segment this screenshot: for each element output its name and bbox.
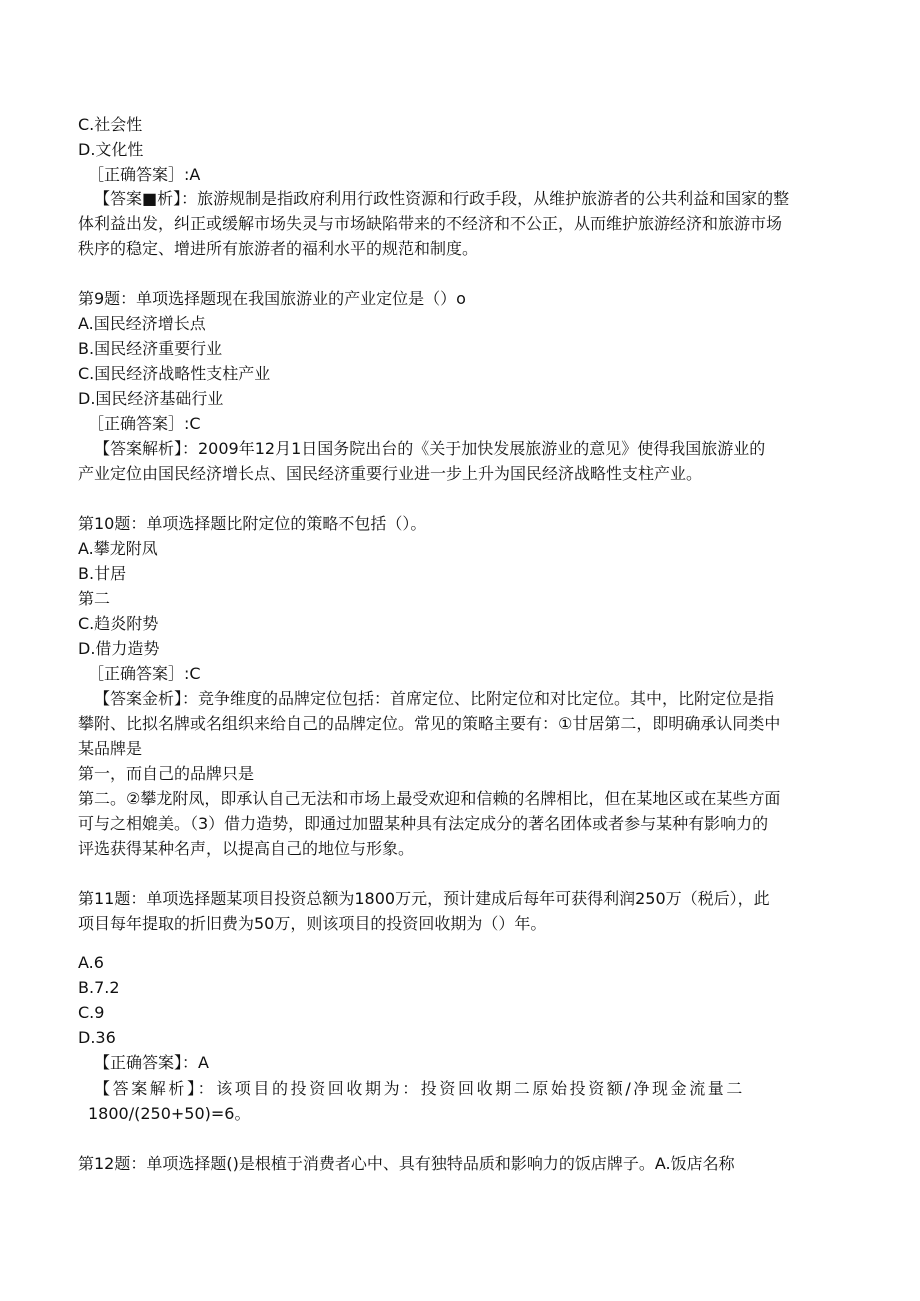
q8-answer: ［正确答案］:A bbox=[88, 165, 201, 184]
q9-analysis-line-2: 产业定位由国民经济增长点、国民经济重要行业进一步上升为国民经济战略性支柱产业。 bbox=[78, 464, 703, 483]
q8-analysis-line-3: 秩序的稳定、增进所有旅游者的福利水平的规范和制度。 bbox=[78, 239, 479, 258]
q10-analysis-line-1: 【答案金析】：竞争维度的品牌定位包括：首席定位、比附定位和对比定位。其中，比附定位是指 bbox=[94, 689, 775, 708]
q11-option-c: C.9 bbox=[78, 1003, 105, 1022]
q11-analysis-line-1: 【答案解析】：该项目的投资回收期为：投资回收期二原始投资额/净现金流量二 bbox=[94, 1079, 745, 1098]
q11-answer: 【正确答案】：A bbox=[94, 1053, 209, 1072]
q9-option-d: D.国民经济基础行业 bbox=[78, 389, 224, 408]
q8-analysis-line-2: 体利益出发，纠正或缓解市场失灵与市场缺陷带来的不经济和不公正，从而维护旅游经济和旅游市场 bbox=[78, 214, 783, 233]
q10-option-a: A.攀龙附凤 bbox=[78, 539, 158, 558]
q11-option-d: D.36 bbox=[78, 1028, 116, 1047]
q11-option-a: A.6 bbox=[78, 953, 104, 972]
q11-option-b: B.7.2 bbox=[78, 978, 120, 997]
q12-question: 第12题：单项选择题()是根植于消费者心中、具有独特品质和影响力的饭店牌子。A.饭店名称 bbox=[78, 1154, 735, 1173]
q10-analysis-line-4: 第一，而自己的品牌只是 bbox=[78, 764, 255, 783]
q10-question: 第10题：单项选择题比附定位的策略不包括（）。 bbox=[78, 514, 427, 533]
q8-option-d: D.文化性 bbox=[78, 140, 144, 159]
q10-analysis-line-6: 可与之相媲美。（3）借力造势，即通过加盟某种具有法定成分的著名团体或者参与某种有影响力的 bbox=[78, 814, 769, 833]
q10-option-b-continued: 第二 bbox=[78, 589, 111, 608]
q8-analysis-line-1: 【答案■析】：旅游规制是指政府利用行政性资源和行政手段，从维护旅游者的公共利益和国家的整 bbox=[94, 189, 790, 208]
q9-question: 第9题：单项选择题现在我国旅游业的产业定位是（）o bbox=[78, 289, 466, 308]
q11-question-line-1: 第11题：单项选择题某项目投资总额为1800万元，预计建成后每年可获得利润250万（税后），此 bbox=[78, 889, 770, 908]
q10-analysis-line-2: 攀附、比拟名牌或名组织来给自己的品牌定位。常见的策略主要有：①甘居第二，即明确承认同类中 bbox=[78, 714, 781, 733]
q9-answer: ［正确答案］:C bbox=[88, 414, 201, 433]
q10-option-c: C.趋炎附势 bbox=[78, 614, 159, 633]
q10-analysis-line-7: 评选获得某种名声，以提高自己的地位与形象。 bbox=[78, 839, 415, 858]
q10-analysis-line-5: 第二。②攀龙附凤，即承认自己无法和市场上最受欢迎和信赖的名牌相比，但在某地区或在某些方面 bbox=[78, 789, 781, 808]
q8-option-c: C.社会性 bbox=[78, 115, 143, 134]
q11-analysis-line-2: 1800/(250+50)=6。 bbox=[88, 1104, 251, 1123]
q10-analysis-line-3: 某品牌是 bbox=[78, 739, 143, 758]
q9-option-b: B.国民经济重要行业 bbox=[78, 339, 223, 358]
q9-option-a: A.国民经济增长点 bbox=[78, 314, 206, 333]
q9-option-c: C.国民经济战略性支柱产业 bbox=[78, 364, 271, 383]
q10-answer: ［正确答案］:C bbox=[88, 664, 201, 683]
q10-option-d: D.借力造势 bbox=[78, 639, 160, 658]
q9-analysis-line-1: 【答案解析】：2009年12月1日国务院出台的《关于加快发展旅游业的意见》使得我国旅游业的 bbox=[94, 439, 766, 458]
q11-question-line-2: 项目每年提取的折旧费为50万，则该项目的投资回收期为（）年。 bbox=[78, 914, 547, 933]
q10-option-b: B.甘居 bbox=[78, 564, 127, 583]
